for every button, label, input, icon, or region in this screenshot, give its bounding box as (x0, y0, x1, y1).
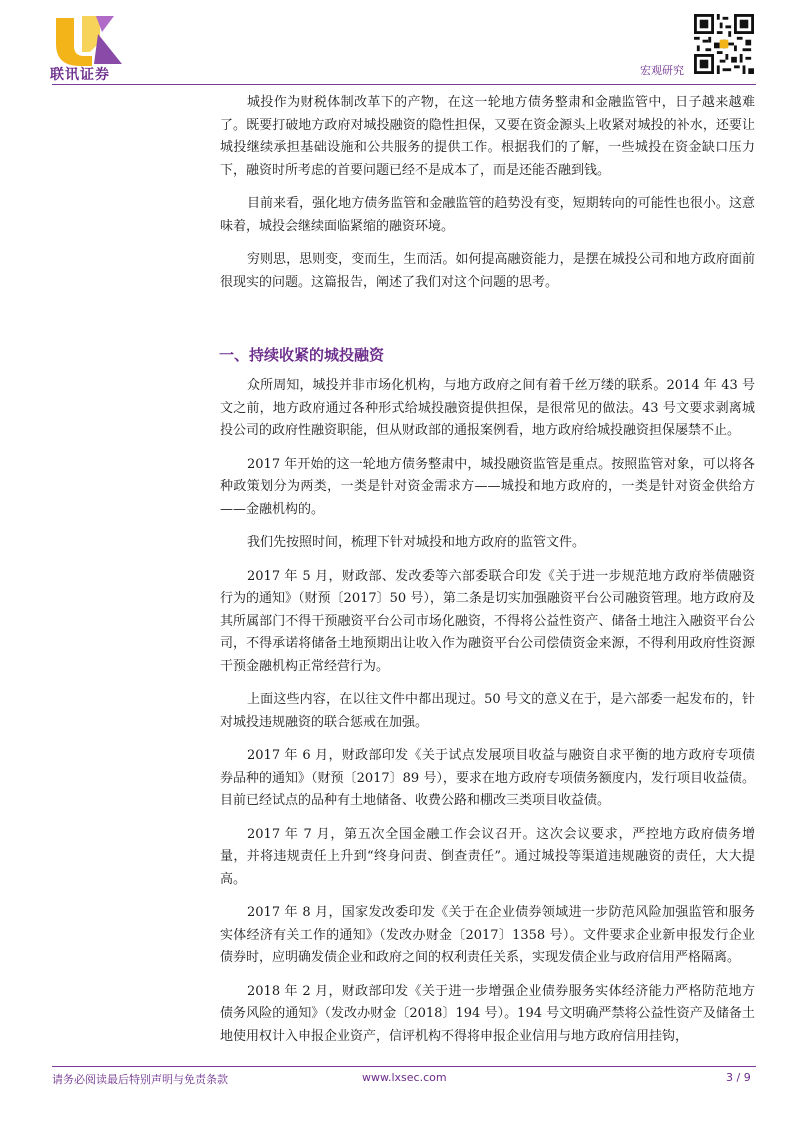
footer-divider (52, 1066, 756, 1067)
header-divider (52, 84, 756, 85)
page-number: 3 / 9 (726, 1071, 751, 1084)
body-paragraph: 2017 年 6 月，财政部印发《关于试点发展项目收益与融资自求平衡的地方政府专项债券品种的通知》（财预〔2017〕89 号），要求在地方政府专项债务额度内，发行项目收益债。目前已经试点的品种有土地储备、收费公路和棚改三类项目收益债。 (220, 748, 755, 808)
website-link[interactable]: www.lxsec.com (362, 1071, 447, 1084)
company-name: 联讯证券 (50, 67, 110, 83)
intro-paragraph: 目前来看，强化地方债务监管和金融监管的趋势没有变，短期转向的可能性也很小。这意味着，城投会继续面临紧缩的融资环境。 (220, 196, 755, 234)
body-paragraph: 众所周知，城投并非市场化机构，与地方政府之间有着千丝万缕的联系。2014 年 43 号文之前，地方政府通过各种形式给城投融资提供担保，是很常见的做法。43 号文要求剥离城投公司的政府性融资职能，但从财政部的通报案例看，地方政府给城投融资担保屡禁不止。 (220, 378, 755, 438)
body-paragraph: 2018 年 2 月，财政部印发《关于进一步增强企业债券服务实体经济能力严格防范地方债务风险的通知》（发改办财金〔2018〕194 号）。194 号文明确严禁将公益性资产及储备土地使用权计入申报企业资产，信评机构不得将申报企业信用与地方政府信用挂钩， (220, 983, 755, 1044)
body-paragraph: 2017 年 7 月，第五次全国金融工作会议召开。这次会议要求，严控地方政府债务增量，并将违规责任上升到“终身问责、倒查责任”。通过城投等渠道违规融资的责任，大大提高。 (220, 826, 755, 887)
report-category: 宏观研究 (640, 64, 684, 77)
body-paragraph: 2017 年 5 月，财政部、发改委等六部委联合印发《关于进一步规范地方政府举债融资行为的通知》（财预〔2017〕50 号），第二条是切实加强融资平台公司融资管理。地方政府及其所属部门不得干预融资平台公司市场化融资，不得将公益性资产、储备土地注入融资平台公司，不得承诺将储备土地预期出让收入作为融资平台公司偿债资金来源，不得利用政府性资源干预金融机构正常经营行为。 (220, 568, 755, 674)
body-paragraph: 2017 年开始的这一轮地方债务整肃中，城投融资监管是重点。按照监管对象，可以将各种政策划分为两类，一类是针对资金需求方——城投和地方政府的，一类是针对资金供给方——金融机构的。 (220, 456, 755, 517)
main-content (220, 92, 755, 1059)
body-paragraph: 我们先按照时间，梳理下针对城投和地方政府的监管文件。 (247, 535, 586, 550)
disclaimer-link[interactable]: 请务必阅读最后特别声明与免责条款 (52, 1073, 228, 1086)
intro-paragraph: 城投作为财税体制改革下的产物，在这一轮地方债务整肃和金融监管中，日子越来越难了。既要打破地方政府对城投融资的隐性担保，又要在资金源头上收紧对城投的补水，还要让城投继续承担基础设施和公共服务的提供工作。根据我们的了解，一些城投在资金缺口压力下，融资时所考虑的首要问题已经不是成本了，而是还能否融到钱。 (220, 95, 755, 178)
page-header (0, 0, 793, 90)
company-logo-icon (52, 12, 124, 68)
body-paragraph: 2017 年 8 月，国家发改委印发《关于在企业债券领域进一步防范风险加强监管和服务实体经济有关工作的通知》（发改办财金〔2017〕1358 号）。文件要求企业新申报发行企业债券时，应明确发债企业和政府之间的权利责任关系，实现发债企业与政府信用严格隔离。 (220, 905, 755, 965)
intro-paragraph: 穷则思，思则变，变而生，生而活。如何提高融资能力，是摆在城投公司和地方政府面前很现实的问题。这篇报告，阐述了我们对这个问题的思考。 (220, 252, 755, 290)
section-heading: 一、持续收紧的城投融资 (219, 346, 385, 364)
qr-code-icon (694, 14, 754, 74)
body-paragraph: 上面这些内容，在以往文件中都出现过。50 号文的意义在于，是六部委一起发布的，针对城投违规融资的联合惩戒在加强。 (220, 692, 755, 730)
